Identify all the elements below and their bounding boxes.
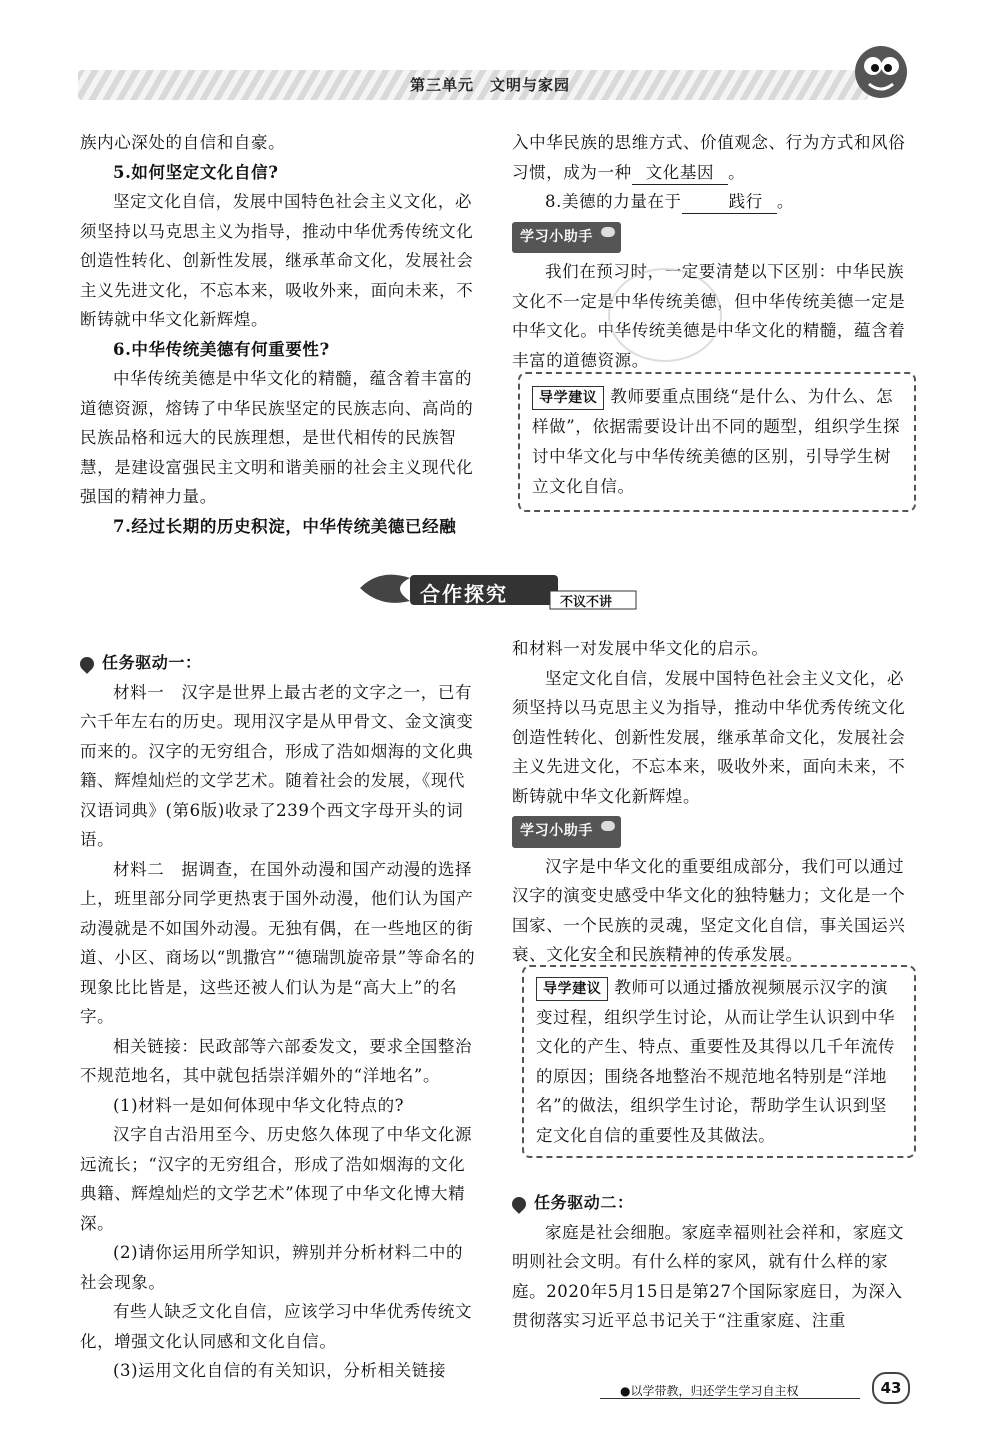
answer-blank-2: 践行 bbox=[682, 191, 777, 214]
footer-motto: ●以学带教，归还学生学习自主权 bbox=[620, 1384, 799, 1398]
study-helper-label-2: 学习小助手 bbox=[512, 816, 621, 848]
question-5: 5.如何坚定文化自信? bbox=[113, 162, 279, 182]
teaching-tip-box-1 bbox=[518, 372, 916, 512]
task-1-title: 任务驱动一： bbox=[102, 653, 202, 672]
task-2-text: 家庭是社会细胞。家庭幸福则社会祥和，家庭文明则社会文明。有什么样的家风，就有什么样的家庭。2020年5月15日是第27个国际家庭日，为深入贯彻落实习近平总书记关于“注重家庭、注重 bbox=[512, 1222, 905, 1330]
teaching-tip-text-2: 教师可以通过播放视频展示汉字的演变过程，组织学生讨论，从而让学生认识到中华文化的产生、特点、重要性及其得以几千年流传的原因；围绕各地整治不规范地名特别是“洋地名”的做法，组织学生讨论，帮助学生认识到坚定文化自信的重要性及其做法。 bbox=[536, 978, 896, 1145]
material-2: 材料二 据调查，在国外动漫和国产动漫的选择上，班里部分同学更热衷于国外动漫，他们认为国产动漫就是不如国外动漫。无独有偶，在一些地区的街道、小区、商场以“凯撒宫”“德瑞凯旋帝景”等命名的现象比比皆是，这些还被人们认为是“高大上”的名字。 bbox=[80, 859, 476, 1026]
sub-answer-1: 汉字自古沿用至今、历史悠久体现了中华文化源远流长；“汉字的无穷组合，形成了浩如烟海的文化典籍、辉煌灿烂的文学艺术”体现了中华文化博大精深。 bbox=[80, 1125, 473, 1233]
location-pin-icon bbox=[77, 654, 97, 674]
material-1: 材料一 汉字是世界上最古老的文字之一，已有六千年左右的历史。现用汉字是从甲骨文、金文演变而来的。汉字的无穷组合，形成了浩如烟海的文化典籍、辉煌灿烂的文学艺术。随着社会的发展，《现代汉语词典》(第6版)收录了239个西文字母开头的词语。 bbox=[80, 682, 474, 849]
task-1-heading bbox=[80, 648, 480, 678]
left-top-column bbox=[80, 128, 480, 541]
stamp bbox=[608, 268, 722, 362]
study-helper-text: 我们在预习时，一定要清楚以下区别：中华民族文化不一定是中华传统美德，但中华传统美德一定是中华文化。中华传统美德是中华文化的精髓，蕴含着丰富的道德资源。 bbox=[512, 262, 906, 370]
teaching-tip-label-2: 导学建议 bbox=[536, 977, 608, 1001]
text-line: 族内心深处的自信和自豪。 bbox=[80, 133, 286, 152]
punct: 。 bbox=[776, 192, 794, 211]
right-bottom-column bbox=[512, 634, 912, 970]
q8-text: 8.美德的力量在于 bbox=[545, 192, 682, 211]
section-subtitle: 不议不讲 bbox=[560, 595, 613, 610]
section-title: 合作探究 bbox=[420, 582, 508, 606]
teaching-tip-label: 导学建议 bbox=[532, 386, 604, 410]
answer-blank-1: 文化基因 bbox=[632, 162, 728, 185]
related-link: 相关链接：民政部等六部委发文，要求全国整治不规范地名，其中就包括崇洋媚外的“洋地名”。 bbox=[80, 1036, 473, 1085]
q7-text: 入中华民族的思维方式、价值观念、行为方式和风俗习惯，成为一种 bbox=[512, 133, 906, 182]
sub-question-1: (1)材料一是如何体现中华文化特点的? bbox=[113, 1095, 405, 1115]
task-2-title: 任务驱动二： bbox=[534, 1193, 634, 1212]
page-number: 43 bbox=[872, 1372, 910, 1404]
answer-5: 坚定文化自信，发展中国特色社会主义文化，必须坚持以马克思主义为指导，推动中华优秀传统文化创造性转化、创新性发展，继承革命文化，发展社会主义先进文化，不忘本来，吸收外来，面向未来，不断铸就中华文化新辉煌。 bbox=[80, 192, 474, 329]
question-7: 7.经过长期的历史积淀，中华传统美德已经融 bbox=[113, 516, 457, 536]
sub-question-2: (2)请你运用所学知识，辨别并分析材料二中的社会现象。 bbox=[80, 1243, 464, 1292]
study-helper-label: 学习小助手 bbox=[512, 222, 621, 254]
question-8 bbox=[512, 187, 912, 217]
task-2-block bbox=[512, 1188, 912, 1336]
unit-title: 第三单元 文明与家园 bbox=[410, 76, 571, 94]
question-7-continued bbox=[512, 128, 912, 187]
sub-question-3: (3)运用文化自信的有关知识，分析相关链接 bbox=[113, 1361, 446, 1380]
teaching-tip-text: 教师要重点围绕“是什么、为什么、怎样做”，依据需要设计出不同的题型，组织学生探讨中华文化与中华传统美德的区别，引导学生树立文化自信。 bbox=[532, 387, 901, 496]
location-pin-icon bbox=[509, 1194, 529, 1214]
sub-answer-2: 有些人缺乏文化自信，应该学习中华优秀传统文化，增强文化认同感和文化自信。 bbox=[80, 1302, 473, 1351]
task-2-heading bbox=[512, 1188, 912, 1218]
punct: 。 bbox=[728, 162, 746, 182]
answer-6: 中华传统美德是中华文化的精髓，蕴含着丰富的道德资源，熔铸了中华民族坚定的民族志向、高尚的民族品格和远大的民族理想，是世代相传的民族智慧，是建设富强民主文明和谐美丽的社会主义现代化强国的精神力量。 bbox=[80, 369, 474, 506]
teaching-tip-box-2 bbox=[522, 965, 916, 1158]
sub-answer-3: 坚定文化自信，发展中国特色社会主义文化，必须坚持以马克思主义为指导，推动中华优秀传统文化创造性转化、创新性发展，继承革命文化，发展社会主义先进文化，不忘本来，吸收外来，面向未来，不断铸就中华文化新辉煌。 bbox=[512, 668, 906, 806]
study-helper-text-2: 汉字是中华文化的重要组成部分，我们可以通过汉字的演变史感受中华文化的独特魅力；文化是一个国家、一个民族的灵魂，坚定文化自信，事关国运兴衰、文化安全和民族精神的传承发展。 bbox=[512, 856, 906, 964]
mascot-icon bbox=[845, 38, 917, 110]
question-6: 6.中华传统美德有何重要性? bbox=[113, 339, 330, 359]
left-bottom-column bbox=[80, 648, 480, 1386]
sub-question-3-continued: 和材料一对发展中华文化的启示。 bbox=[512, 639, 769, 658]
